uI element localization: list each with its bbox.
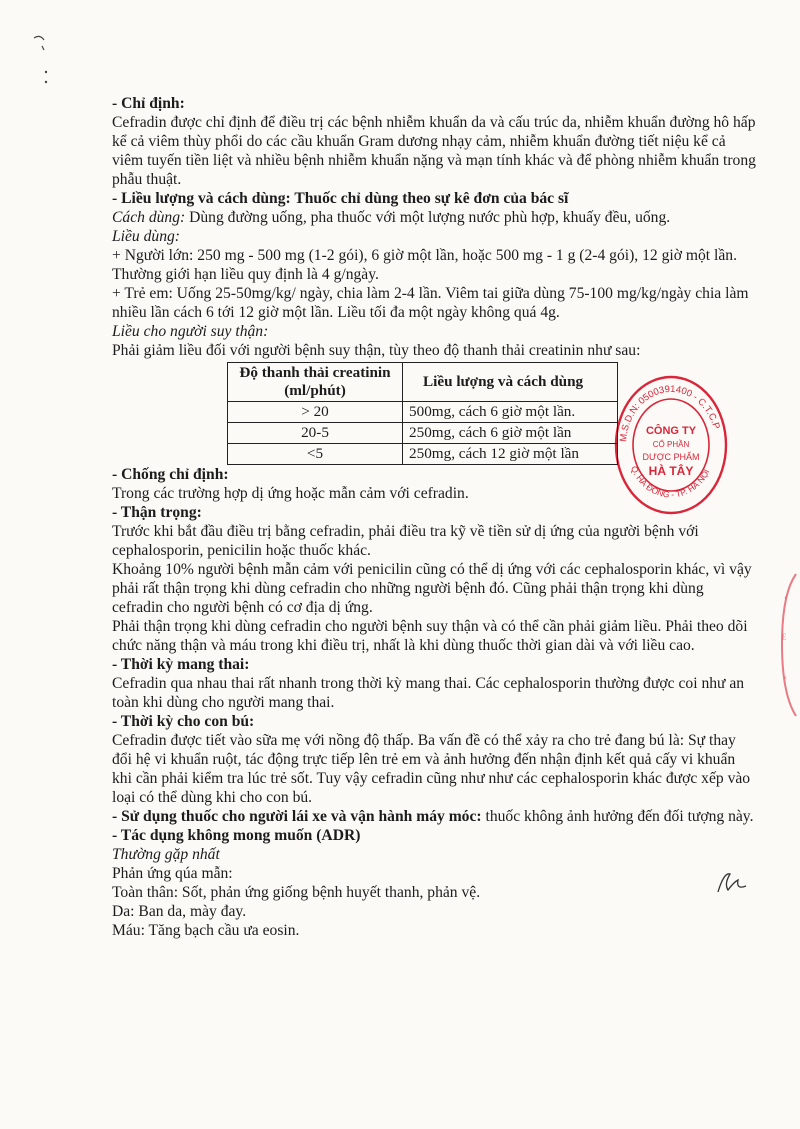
table-cell-dose: 250mg, cách 12 giờ một lần bbox=[403, 444, 618, 465]
table-cell-dose: 500mg, cách 6 giờ một lần. bbox=[403, 402, 618, 423]
table-row bbox=[228, 444, 618, 465]
document-body bbox=[112, 94, 756, 940]
suy-than-label: Liều cho người suy thận: bbox=[112, 323, 269, 340]
svg-text:Ɛ: Ɛ bbox=[782, 632, 787, 642]
heading-chong-chi-dinh: - Chống chỉ định: bbox=[112, 466, 229, 483]
adr-line: Toàn thân: Sốt, phản ứng giống bệnh huyết thanh, phản vệ. bbox=[112, 884, 481, 901]
stamp-ring-top: M.S.D.N: 0500391400 - C.T.C.P bbox=[617, 383, 722, 443]
renal-dosage-table bbox=[227, 362, 618, 465]
lieu-dung-label: Liều dùng: bbox=[112, 228, 181, 245]
partial-stamp-edge bbox=[770, 570, 800, 720]
heading-chi-dinh: - Chỉ định: bbox=[112, 95, 185, 112]
cach-dung-text: Dùng đường uống, pha thuốc với một lượng nước phù hợp, khuấy đều, uống. bbox=[185, 209, 671, 226]
heading-cho-con-bu: - Thời kỳ cho con bú: bbox=[112, 713, 255, 730]
table-header-row bbox=[228, 363, 618, 402]
stamp-line-4: HÀ TÂY bbox=[648, 464, 694, 478]
cach-dung-label: Cách dùng: bbox=[112, 209, 186, 226]
text-cho-con-bu: Cefradin được tiết vào sữa mẹ với nồng độ thấp. Ba vấn đề có thể xảy ra cho trẻ đang bú là: Sự thay đổi hệ vi khuẩn ruột, tác động trực tiếp lên trẻ em và ảnh hưởng đến nhận định kết quả cấy vi khuẩn khi cần phải kiểm tra lúc trẻ sốt. Tuy vậy cefradin cũng như như các cephalosporin khác được xếp vào loại có thể dùng khi cho con bú. bbox=[112, 732, 751, 806]
table-header-dose: Liều lượng và cách dùng bbox=[403, 363, 618, 402]
suy-than-text: Phải giảm liều đối với người bệnh suy thận, tùy theo độ thanh thải creatinin như sau: bbox=[112, 342, 641, 359]
table-cell-clearance: > 20 bbox=[228, 402, 403, 423]
text-than-trong-1: Trước khi bắt đầu điều trị bằng cefradin, phải điều tra kỹ về tiền sử dị ứng của người bệnh với cephalosporin, penicilin hoặc thuốc khác. bbox=[112, 523, 699, 559]
text-chong-chi-dinh: Trong các trường hợp dị ứng hoặc mẫn cảm với cefradin. bbox=[112, 485, 469, 502]
svg-text:‹: ‹ bbox=[784, 672, 787, 682]
heading-lieu-luong: - Liều lượng và cách dùng: Thuốc chỉ dùng theo sự kê đơn của bác sĩ bbox=[112, 190, 569, 207]
heading-adr: - Tác dụng không mong muốn (ADR) bbox=[112, 827, 361, 844]
lai-xe-line bbox=[112, 807, 756, 826]
heading-mang-thai: - Thời kỳ mang thai: bbox=[112, 656, 250, 673]
table-header-clearance: Độ thanh thải creatinin (ml/phút) bbox=[228, 363, 403, 402]
heading-than-trong: - Thận trọng: bbox=[112, 504, 202, 521]
stamp-line-2: CỔ PHẦN bbox=[652, 440, 690, 449]
table-cell-clearance: 20-5 bbox=[228, 423, 403, 444]
heading-lai-xe: - Sử dụng thuốc cho người lái xe và vận hành máy móc: bbox=[112, 808, 482, 825]
adr-line: Da: Ban da, mày đay. bbox=[112, 903, 247, 920]
adr-subheading: Thường gặp nhất bbox=[112, 846, 220, 863]
stamp-line-1: CÔNG TY bbox=[645, 425, 697, 437]
text-chi-dinh: Cefradin được chỉ định để điều trị các bệnh nhiễm khuẩn da và cấu trúc da, nhiễm khuẩn đường hô hấp kể cả viêm thùy phổi do các cầu khuẩn Gram dương nhạy cảm, nhiễm khuẩn đường tiết niệu kể cả viêm tuyến tiền liệt và nhiều bệnh nhiễm khuẩn nặng và mạn tính khác và để phòng nhiễm khuẩn trong phẫu thuật. bbox=[112, 114, 756, 188]
svg-text:‹: ‹ bbox=[784, 592, 787, 602]
text-than-trong-2: Khoảng 10% người bệnh mẫn cảm với penicilin cũng có thể dị ứng với các cephalosporin khác, vì vậy phải rất thận trọng khi dùng cefradin cho những người bệnh đó. Cũng phải thận trọng khi dùng cefradin cho người bệnh có cơ địa dị ứng. bbox=[112, 561, 752, 616]
adr-line: Máu: Tăng bạch cầu ưa eosin. bbox=[112, 922, 300, 939]
stamp-ring-bottom: Q. HÀ ĐÔNG - TP. HÀ NỘI bbox=[628, 464, 712, 500]
margin-marks bbox=[28, 26, 58, 86]
lieu-nguoi-lon: + Người lớn: 250 mg - 500 mg (1-2 gói), 6 giờ một lần, hoặc 500 mg - 1 g (2-4 gói), 12 giờ một lần. Thường giới hạn liều quy định là 4 g/ngày. bbox=[112, 247, 737, 283]
stamp-line-3: DƯỢC PHẨM bbox=[642, 452, 700, 462]
adr-line: Phản ứng qúa mẫn: bbox=[112, 865, 233, 882]
text-than-trong-3: Phải thận trọng khi dùng cefradin cho người bệnh suy thận và có thể cần phải giảm liều. Phải theo dõi chức năng thận và máu trong khi điều trị, nhất là khi dùng thuốc thời gian dài và với liều cao. bbox=[112, 618, 748, 654]
table-row bbox=[228, 423, 618, 444]
text-lai-xe: thuốc không ảnh hưởng đến đối tượng này. bbox=[481, 808, 754, 825]
table-cell-dose: 250mg, cách 6 giờ một lần bbox=[403, 423, 618, 444]
lieu-tre-em: + Trẻ em: Uống 25-50mg/kg/ ngày, chia làm 2-4 lần. Viêm tai giữa dùng 75-100 mg/kg/ngày chia làm nhiều lần cách 6 tới 12 giờ một lần. Liều tối đa một ngày không quá 4g. bbox=[112, 285, 749, 321]
cach-dung-line bbox=[112, 208, 756, 227]
table-row bbox=[228, 402, 618, 423]
table-cell-clearance: <5 bbox=[228, 444, 403, 465]
text-mang-thai: Cefradin qua nhau thai rất nhanh trong thời kỳ mang thai. Các cephalosporin thường được coi như an toàn khi dùng cho người mang thai. bbox=[112, 675, 745, 711]
